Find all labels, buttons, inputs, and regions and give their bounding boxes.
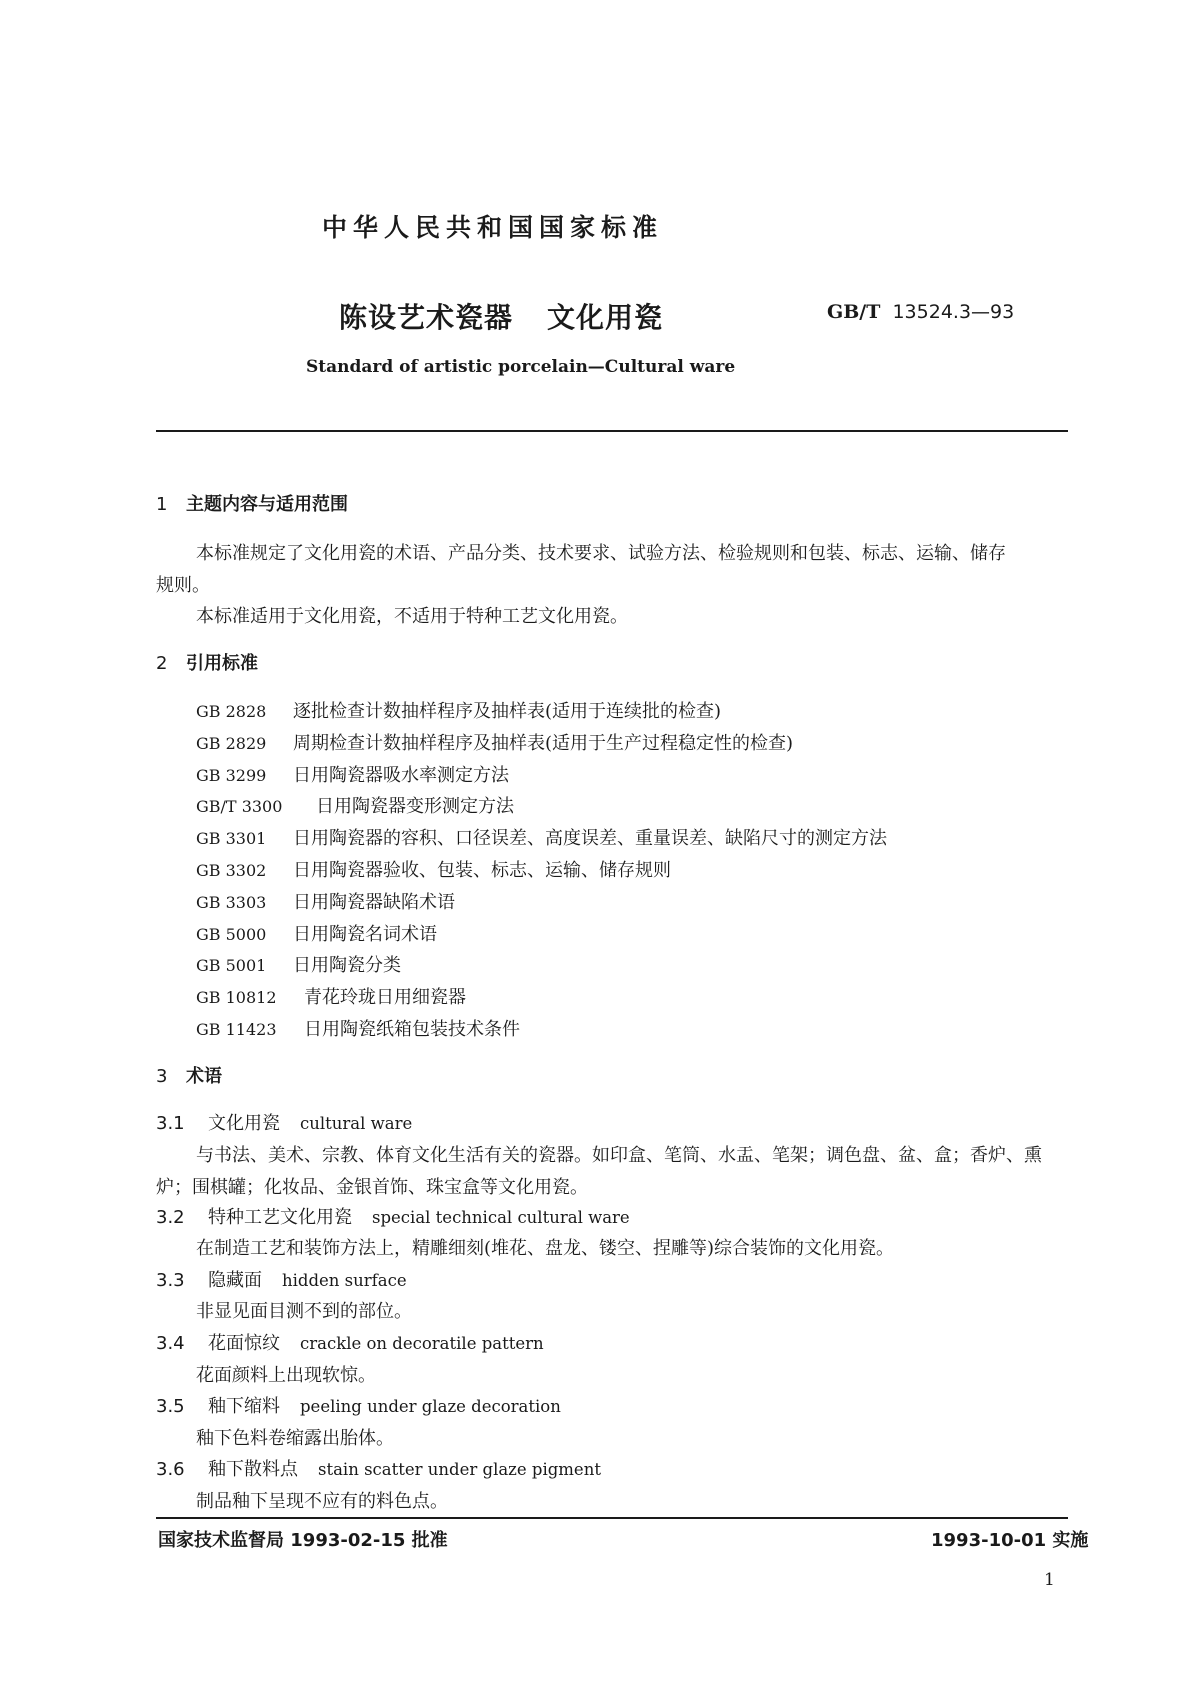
term-chinese: 釉下缩料 bbox=[208, 1396, 280, 1417]
english-title: Standard of artistic porcelain—Cultural ware bbox=[306, 357, 736, 377]
approval-line: 国家技术监督局 1993-02-15 批准 bbox=[158, 1530, 448, 1551]
term-chinese: 特种工艺文化用瓷 bbox=[208, 1207, 352, 1228]
section-2-heading bbox=[156, 649, 258, 675]
reference-title: 周期检查计数抽样程序及抽样表(适用于生产过程稳定性的检查) bbox=[293, 733, 794, 754]
reference-title: 日用陶瓷器变形测定方法 bbox=[316, 796, 514, 817]
section-2-number: 2 bbox=[156, 653, 168, 674]
term-chinese: 隐藏面 bbox=[208, 1270, 262, 1291]
reference-title: 日用陶瓷器验收、包装、标志、运输、储存规则 bbox=[293, 860, 671, 881]
term-definition: 非显见面目测不到的部位。 bbox=[196, 1301, 412, 1322]
section-1-title: 主题内容与适用范围 bbox=[186, 494, 348, 515]
reference-title: 日用陶瓷分类 bbox=[293, 955, 401, 976]
term-number: 3.5 bbox=[156, 1396, 185, 1417]
reference-code: GB 3302 bbox=[196, 861, 267, 880]
reference-code: GB 11423 bbox=[196, 1020, 277, 1039]
term-entry bbox=[156, 1203, 630, 1229]
reference-code: GB 10812 bbox=[196, 988, 277, 1007]
reference-title: 逐批检查计数抽样程序及抽样表(适用于连续批的检查) bbox=[293, 701, 722, 722]
term-entry bbox=[156, 1109, 412, 1135]
term-number: 3.1 bbox=[156, 1113, 185, 1134]
term-definition: 在制造工艺和装饰方法上，精雕细刻(堆花、盘龙、镂空、捏雕等)综合装饰的文化用瓷。 bbox=[196, 1238, 895, 1259]
reference-item bbox=[196, 824, 887, 850]
footer-divider bbox=[156, 1517, 1068, 1519]
reference-code: GB 5001 bbox=[196, 956, 267, 975]
page-number: 1 bbox=[1044, 1570, 1055, 1590]
reference-item bbox=[196, 697, 721, 723]
reference-title: 日用陶瓷纸箱包装技术条件 bbox=[304, 1019, 520, 1040]
section-1-heading bbox=[156, 490, 348, 516]
national-standard-heading: 中华人民共和国国家标准 bbox=[322, 213, 664, 242]
reference-title: 青花玲珑日用细瓷器 bbox=[304, 987, 466, 1008]
term-definition: 与书法、美术、宗教、体育文化生活有关的瓷器。如印盒、笔筒、水盂、笔架；调色盘、盆、盒；香炉、熏 bbox=[196, 1145, 1042, 1166]
section-1-para-1-line-2: 规则。 bbox=[156, 575, 210, 596]
section-1-para-2: 本标准适用于文化用瓷，不适用于特种工艺文化用瓷。 bbox=[196, 606, 628, 627]
document-title bbox=[339, 296, 663, 336]
term-english: hidden surface bbox=[282, 1271, 407, 1290]
term-chinese: 文化用瓷 bbox=[208, 1113, 280, 1134]
standard-number bbox=[827, 301, 1014, 323]
reference-title: 日用陶瓷名词术语 bbox=[293, 924, 437, 945]
section-1-para-1-line-1: 本标准规定了文化用瓷的术语、产品分类、技术要求、试验方法、检验规则和包装、标志、运输、储存 bbox=[196, 543, 1006, 564]
standard-code: GB/T bbox=[827, 301, 881, 323]
reference-item bbox=[196, 1015, 520, 1041]
reference-item bbox=[196, 951, 401, 977]
reference-title: 日用陶瓷器吸水率测定方法 bbox=[293, 765, 509, 786]
section-2-title: 引用标准 bbox=[186, 653, 258, 674]
term-english: special technical cultural ware bbox=[372, 1208, 630, 1227]
reference-code: GB 3299 bbox=[196, 766, 267, 785]
term-definition: 炉；围棋罐；化妆品、金银首饰、珠宝盒等文化用瓷。 bbox=[156, 1177, 588, 1198]
section-3-number: 3 bbox=[156, 1066, 168, 1087]
header-divider bbox=[156, 430, 1068, 432]
term-definition: 釉下色料卷缩露出胎体。 bbox=[196, 1428, 394, 1449]
reference-code: GB/T 3300 bbox=[196, 797, 283, 816]
reference-item bbox=[196, 983, 466, 1009]
reference-code: GB 5000 bbox=[196, 925, 267, 944]
term-entry bbox=[156, 1329, 544, 1355]
title-part-2: 文化用瓷 bbox=[547, 301, 664, 334]
term-number: 3.3 bbox=[156, 1270, 185, 1291]
term-entry bbox=[156, 1266, 407, 1292]
term-english: cultural ware bbox=[300, 1114, 413, 1133]
reference-item bbox=[196, 761, 509, 787]
term-english: stain scatter under glaze pigment bbox=[318, 1460, 601, 1479]
reference-title: 日用陶瓷器的容积、口径误差、高度误差、重量误差、缺陷尺寸的测定方法 bbox=[293, 828, 887, 849]
term-english: peeling under glaze decoration bbox=[300, 1397, 561, 1416]
title-part-1: 陈设艺术瓷器 bbox=[339, 301, 514, 334]
reference-code: GB 3301 bbox=[196, 829, 267, 848]
term-number: 3.2 bbox=[156, 1207, 185, 1228]
term-number: 3.6 bbox=[156, 1459, 185, 1480]
reference-item bbox=[196, 856, 671, 882]
term-definition: 花面颜料上出现软惊。 bbox=[196, 1365, 376, 1386]
term-number: 3.4 bbox=[156, 1333, 185, 1354]
section-3-title: 术语 bbox=[186, 1066, 222, 1087]
term-definition: 制品釉下呈现不应有的料色点。 bbox=[196, 1491, 448, 1512]
section-3-heading bbox=[156, 1062, 222, 1088]
term-chinese: 花面惊纹 bbox=[208, 1333, 280, 1354]
reference-code: GB 2828 bbox=[196, 702, 267, 721]
reference-code: GB 3303 bbox=[196, 893, 267, 912]
term-entry bbox=[156, 1455, 601, 1481]
reference-item bbox=[196, 729, 793, 755]
term-english: crackle on decoratile pattern bbox=[300, 1334, 544, 1353]
reference-item bbox=[196, 792, 514, 818]
effective-date: 1993-10-01 实施 bbox=[931, 1530, 1089, 1551]
term-chinese: 釉下散料点 bbox=[208, 1459, 298, 1480]
section-1-number: 1 bbox=[156, 494, 168, 515]
reference-item bbox=[196, 888, 455, 914]
standard-number-value: 13524.3—93 bbox=[892, 301, 1015, 323]
term-entry bbox=[156, 1392, 561, 1418]
reference-title: 日用陶瓷器缺陷术语 bbox=[293, 892, 455, 913]
reference-code: GB 2829 bbox=[196, 734, 267, 753]
reference-item bbox=[196, 920, 437, 946]
